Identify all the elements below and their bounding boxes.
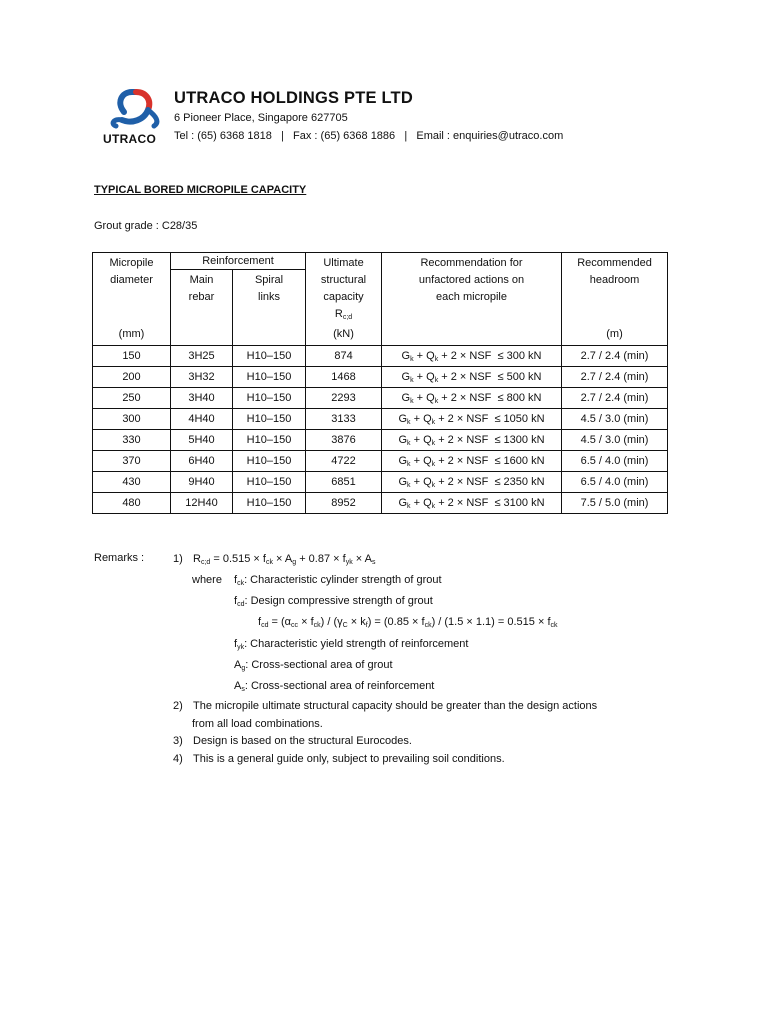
grout-grade: Grout grade : C28/35 — [94, 220, 198, 232]
diameter-cell: 150 — [93, 346, 171, 367]
def-fyk: $f_{yk}$: Characteristic yield strength of reinforcement — [234, 638, 469, 651]
capacity-cell: 4722 — [306, 451, 382, 472]
main-rebar-cell: 5H40 — [171, 430, 233, 451]
remark-4: 4) This is a general guide only, subject to prevailing soil conditions. — [173, 753, 505, 765]
main-rebar-cell: 9H40 — [171, 472, 233, 493]
headroom-cell: 2.7 / 2.4 (min) — [562, 367, 668, 388]
headroom-cell: 4.5 / 3.0 (min) — [562, 430, 668, 451]
recommendation-cell: $G_k + Q_k + 2$ × NSF ≤ 1600 kN — [382, 451, 562, 472]
table-row — [93, 451, 668, 472]
remark-2: 2) The micropile ultimate structural capacity should be greater than the design actions — [173, 700, 598, 712]
def-as: $A_s$: Cross-sectional area of reinforcement — [234, 680, 435, 693]
headroom-cell: 4.5 / 3.0 (min) — [562, 409, 668, 430]
header-capacity-unit: (kN) — [333, 328, 354, 340]
recommendation-cell: $G_k + Q_k + 2$ × NSF ≤ 1300 kN — [382, 430, 562, 451]
main-rebar-cell: 6H40 — [171, 451, 233, 472]
fcd-formula: $f_{cd} = (\alpha_{cc} \times f_{ck}) / (\gamma_C \times k_f) = (0.85 \times f_{ck}) / (1.5 \times 1.1) = 0.515 \times f_{ck}$ — [258, 616, 558, 629]
table-row — [93, 430, 668, 451]
company-name: UTRACO HOLDINGS PTE LTD — [174, 89, 413, 107]
remark-3: 3) Design is based on the structural Eurocodes. — [173, 735, 412, 747]
main-rebar-cell: 3H25 — [171, 346, 233, 367]
header-spiral-links: Spiral links — [233, 270, 306, 346]
capacity-cell: 3876 — [306, 430, 382, 451]
spiral-links-cell: H10–150 — [233, 367, 306, 388]
header-headroom-unit: (m) — [606, 328, 623, 340]
spiral-links-cell: H10–150 — [233, 346, 306, 367]
diameter-cell: 430 — [93, 472, 171, 493]
header-recommendation: Recommendation for unfactored actions on each micropile — [382, 253, 562, 346]
header-main-rebar: Main rebar — [171, 270, 233, 346]
spiral-links-cell: H10–150 — [233, 451, 306, 472]
company-contact: Tel : (65) 6368 1818 | Fax : (65) 6368 1886 | Email : enquiries@utraco.com — [174, 130, 564, 142]
diameter-cell: 250 — [93, 388, 171, 409]
headroom-cell: 6.5 / 4.0 (min) — [562, 451, 668, 472]
document-title: TYPICAL BORED MICROPILE CAPACITY — [94, 184, 307, 196]
capacity-cell: 8952 — [306, 493, 382, 514]
def-ag: $A_g$: Cross-sectional area of grout — [234, 659, 393, 672]
def-fcd: $f_{cd}$: Design compressive strength of grout — [234, 595, 433, 608]
header-reinforcement: Reinforcement — [171, 253, 306, 270]
recommendation-cell: $G_k + Q_k + 2$ × NSF ≤ 3100 kN — [382, 493, 562, 514]
header-diameter-unit: (mm) — [118, 328, 145, 340]
diameter-cell: 200 — [93, 367, 171, 388]
diameter-cell: 480 — [93, 493, 171, 514]
capacity-cell: 6851 — [306, 472, 382, 493]
headroom-cell: 7.5 / 5.0 (min) — [562, 493, 668, 514]
main-rebar-cell: 12H40 — [171, 493, 233, 514]
spiral-links-cell: H10–150 — [233, 430, 306, 451]
diameter-cell: 300 — [93, 409, 171, 430]
table-row — [93, 346, 668, 367]
main-rebar-cell: 3H32 — [171, 367, 233, 388]
diameter-cell: 370 — [93, 451, 171, 472]
table-row — [93, 472, 668, 493]
capacity-table — [92, 252, 668, 514]
def-fck: $f_{ck}$: Characteristic cylinder strength of grout — [234, 574, 442, 587]
spiral-links-cell: H10–150 — [233, 493, 306, 514]
logo-text: UTRACO — [103, 132, 157, 146]
headroom-cell: 6.5 / 4.0 (min) — [562, 472, 668, 493]
remark-1: 1) $R_{c;d} = 0.515 \times f_{ck} \times A_g + 0.87 \times f_{yk} \times A_s$ — [173, 553, 376, 566]
remarks-label: Remarks : — [94, 552, 145, 564]
table-row — [93, 493, 668, 514]
remark-2-cont: from all load combinations. — [192, 718, 323, 730]
header-diameter: Micropile diameter (mm) — [93, 253, 171, 346]
recommendation-cell: $G_k + Q_k + 2$ × NSF ≤ 300 kN — [382, 346, 562, 367]
recommendation-cell: $G_k + Q_k + 2$ × NSF ≤ 1050 kN — [382, 409, 562, 430]
spiral-links-cell: H10–150 — [233, 388, 306, 409]
recommendation-cell: $G_k + Q_k + 2$ × NSF ≤ 2350 kN — [382, 472, 562, 493]
header-capacity: Ultimate structural capacity $R_{c;d}$ (kN) — [306, 253, 382, 346]
capacity-cell: 1468 — [306, 367, 382, 388]
company-address: 6 Pioneer Place, Singapore 627705 — [174, 112, 348, 124]
capacity-cell: 3133 — [306, 409, 382, 430]
headroom-cell: 2.7 / 2.4 (min) — [562, 346, 668, 367]
header-headroom: Recommended headroom (m) — [562, 253, 668, 346]
headroom-cell: 2.7 / 2.4 (min) — [562, 388, 668, 409]
where-label: where — [192, 574, 222, 586]
table-row — [93, 388, 668, 409]
utraco-logo-icon — [102, 86, 168, 130]
main-rebar-cell: 3H40 — [171, 388, 233, 409]
table-row — [93, 409, 668, 430]
diameter-cell: 330 — [93, 430, 171, 451]
main-rebar-cell: 4H40 — [171, 409, 233, 430]
capacity-cell: 2293 — [306, 388, 382, 409]
table-row — [93, 367, 668, 388]
spiral-links-cell: H10–150 — [233, 409, 306, 430]
spiral-links-cell: H10–150 — [233, 472, 306, 493]
recommendation-cell: $G_k + Q_k + 2$ × NSF ≤ 500 kN — [382, 367, 562, 388]
recommendation-cell: $G_k + Q_k + 2$ × NSF ≤ 800 kN — [382, 388, 562, 409]
capacity-cell: 874 — [306, 346, 382, 367]
